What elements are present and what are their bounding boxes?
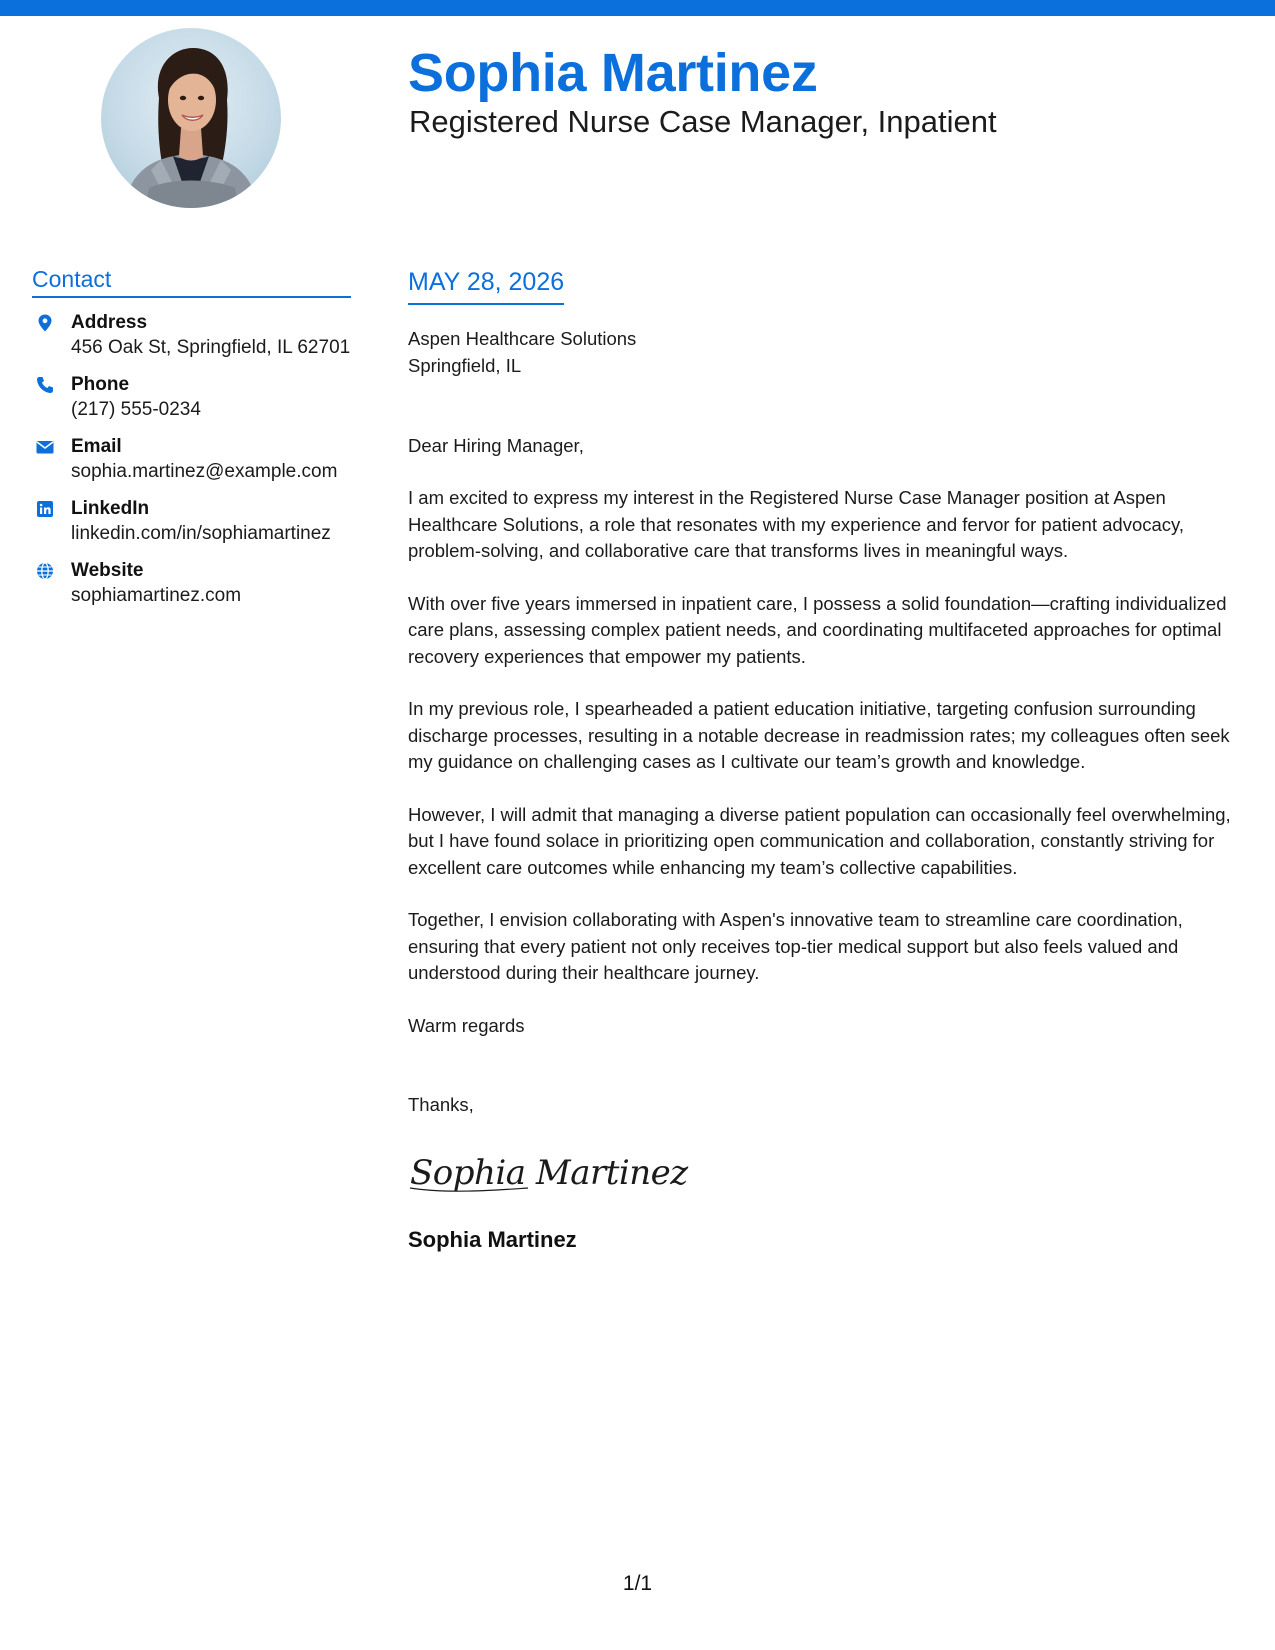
contact-label: Email bbox=[71, 436, 122, 457]
candidate-name: Sophia Martinez bbox=[408, 43, 818, 103]
contact-item-phone bbox=[32, 373, 352, 422]
candidate-title: Registered Nurse Case Manager, Inpatient bbox=[409, 104, 997, 139]
globe-icon bbox=[35, 561, 55, 581]
envelope-icon bbox=[35, 437, 55, 457]
paragraph: In my previous role, I spearheaded a patient education initiative, targeting confusion surrounding discharge processes, resulting in a notable decrease in readmission rates; my colleagues often seek my guidance on challenging cases as I cultivate our team’s growth and knowledge. bbox=[408, 698, 1230, 772]
linkedin-icon bbox=[35, 499, 55, 519]
map-pin-icon bbox=[35, 313, 55, 333]
phone-icon bbox=[35, 375, 55, 395]
paragraph: I am excited to express my interest in the Registered Nurse Case Manager position at Aspen Healthcare Solutions, a role that resonates with my experience and fervor for patient advocacy, problem-solving, and collaborative care that transforms lives in meaningful ways. bbox=[408, 487, 1185, 561]
paragraph: With over five years immersed in inpatient care, I possess a solid foundation—crafting individualized care plans, assessing complex patient needs, and coordinating multifaceted approaches for optimal recovery experiences that empower my patients. bbox=[408, 592, 1227, 667]
contact-label: LinkedIn bbox=[71, 498, 150, 519]
closing: Warm regards bbox=[408, 1014, 525, 1036]
letter-date: MAY 28, 2026 bbox=[408, 268, 564, 305]
page-number: 1/1 bbox=[622, 1572, 653, 1595]
recipient-block bbox=[408, 325, 1254, 379]
contact-label: Address bbox=[71, 312, 148, 333]
svg-text:Sophia Martinez: Sophia Martinez bbox=[410, 1152, 688, 1193]
contact-label: Phone bbox=[71, 374, 130, 395]
thanks: Thanks, bbox=[408, 1093, 474, 1115]
signer-name: Sophia Martinez bbox=[408, 1226, 577, 1252]
paragraph: However, I will admit that managing a diverse patient population can occasionally feel overwhelming, but I have found solace in prioritizing open communication and collaboration, constantly striving for excellent care outcomes while enhancing my team’s collective capabilities. bbox=[408, 803, 1231, 878]
top-accent-bar bbox=[0, 0, 1275, 16]
website-value[interactable]: sophiamartinez.com bbox=[71, 585, 242, 606]
handwritten-signature bbox=[408, 1144, 728, 1200]
letter-body bbox=[408, 268, 1254, 1253]
linkedin-value[interactable]: linkedin.com/in/sophiamartinez bbox=[71, 523, 331, 544]
contact-item-linkedin bbox=[32, 497, 352, 546]
contact-item-email bbox=[32, 435, 352, 484]
address-value: 456 Oak St, Springfield, IL 62701 bbox=[71, 337, 351, 358]
contact-item-address bbox=[32, 311, 352, 360]
contact-label: Website bbox=[71, 560, 144, 581]
contact-sidebar bbox=[32, 266, 352, 608]
recipient-company: Aspen Healthcare Solutions bbox=[408, 328, 637, 349]
contact-heading: Contact bbox=[32, 266, 351, 298]
avatar bbox=[101, 28, 281, 208]
paragraph: Together, I envision collaborating with Aspen's innovative team to streamline care coordination, ensuring that every patient not only receives top-tier medical support but also feels valued and understood during their healthcare journey. bbox=[408, 909, 1183, 983]
recipient-location: Springfield, IL bbox=[408, 355, 522, 376]
salutation: Dear Hiring Manager, bbox=[408, 435, 584, 456]
email-value[interactable]: sophia.martinez@example.com bbox=[71, 461, 338, 482]
phone-value: (217) 555-0234 bbox=[71, 399, 201, 420]
contact-item-website bbox=[32, 559, 352, 608]
